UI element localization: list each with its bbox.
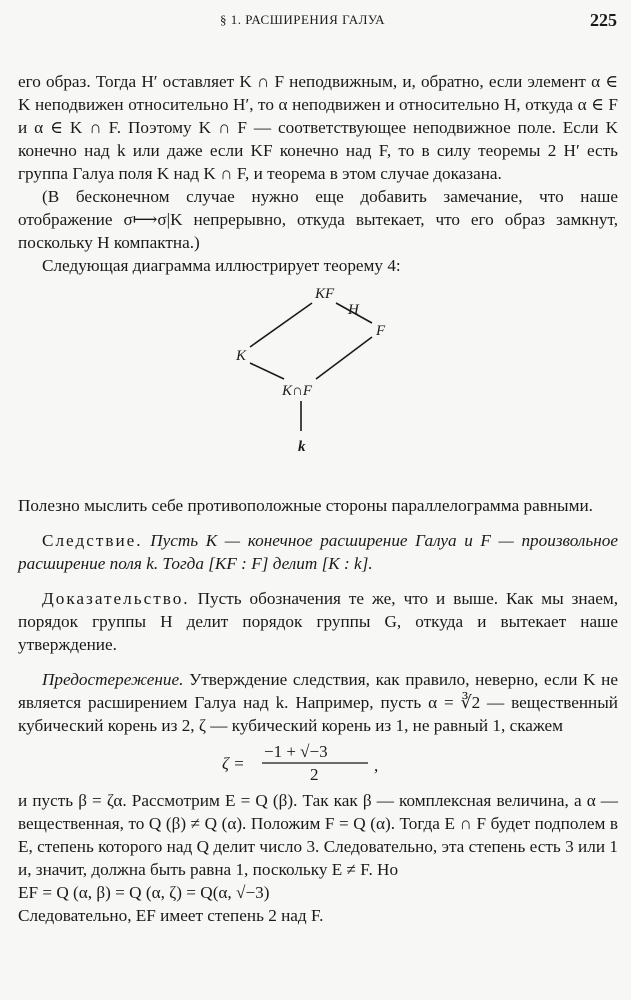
proof-heading: Доказательство. <box>42 589 190 608</box>
node-kf: KF <box>315 286 335 302</box>
paragraph-1: его образ. Тогда H′ оставляет K ∩ F неподвижным, и, обратно, если элемент α ∈ K неподвижен относительно H′, то α неподвижен и относительно H, откуда α ∈ F и α ∈ K ∩ F. Поэтому K ∩ F — соответствующее неподвижное поле. Если K конечно над k или даже если KF конечно над F, то в силу теоремы 2 H′ есть группа Галуа поля K над K ∩ F, и теорема в этом случае доказана. <box>18 72 618 183</box>
label-group-h: H <box>348 302 359 318</box>
paragraph-5: и пусть β = ζα. Рассмотрим E = Q (β). Так как β — комплексная величина, а α — вещественная, то Q (β) ≠ Q (α). Положим F = Q (α). Тогда E ∩ F будет подполем в E, степень которого над Q делит число 3. Следовательно, эта степень есть 3 или 1 и, значит, должна быть равна 1, поскольку E ≠ F. Но <box>18 791 618 879</box>
corollary-heading: Следствие. <box>42 531 143 550</box>
warning-heading: Предостережение. <box>42 670 184 689</box>
formula-zeta <box>18 741 618 785</box>
node-k: K <box>236 348 247 364</box>
warning <box>18 668 618 737</box>
corollary-text: Пусть K — конечное расширение Галуа и F — произвольное расширение поля k. Тогда [KF : F] делит [K : k]. <box>18 531 618 573</box>
edge-k-to-kf <box>250 303 312 347</box>
formula-zeta-trail: , <box>374 756 379 775</box>
edge-kcapf-to-f <box>316 337 372 379</box>
formula-ef: EF = Q (α, β) = Q (α, ζ) = Q(α, √−3) <box>18 883 270 902</box>
proof-text: Пусть обозначения те же, что и выше. Как мы знаем, порядок группы H делит порядок группы G, откуда и вытекает наше утверждение. <box>18 589 619 654</box>
paragraph-3: Следующая диаграмма иллюстрирует теорему 4: <box>42 256 401 275</box>
paragraph-2: (В бесконечном случае нужно еще добавить замечание, что наше отображение σ⟼σ|K непрерывно, откуда вытекает, что его образ замкнут, поскольку H компактна.) <box>18 187 618 252</box>
paragraph-6: Следовательно, EF имеет степень 2 над F. <box>18 906 324 925</box>
formula-zeta-denominator: 2 <box>310 765 319 784</box>
page-number: 225 <box>590 10 617 30</box>
proof <box>18 587 618 656</box>
formula-zeta-numerator: −1 + √−3 <box>264 742 328 761</box>
node-f: F <box>376 323 386 339</box>
page-body <box>18 70 618 927</box>
paragraph-4: Полезно мыслить себе противоположные стороны параллелограмма равными. <box>18 496 593 515</box>
formula-zeta-lhs: ζ = <box>222 754 245 773</box>
section-title: § 1. РАСШИРЕНИЯ ГАЛУА <box>220 12 386 27</box>
edge-k-to-kcapf <box>250 363 284 379</box>
warning-text: Утверждение следствия, как правило, неверно, если K не является расширением Галуа над k. Например, пусть α = ∛2 — вещественный кубический корень из 2, ζ — кубический корень из 1, не равный 1, скажем <box>18 670 619 735</box>
page-header <box>0 10 631 34</box>
node-base-k: k <box>298 439 306 455</box>
corollary <box>18 529 618 575</box>
node-k-cap-f: K∩F <box>282 383 312 399</box>
field-diagram <box>18 281 618 486</box>
